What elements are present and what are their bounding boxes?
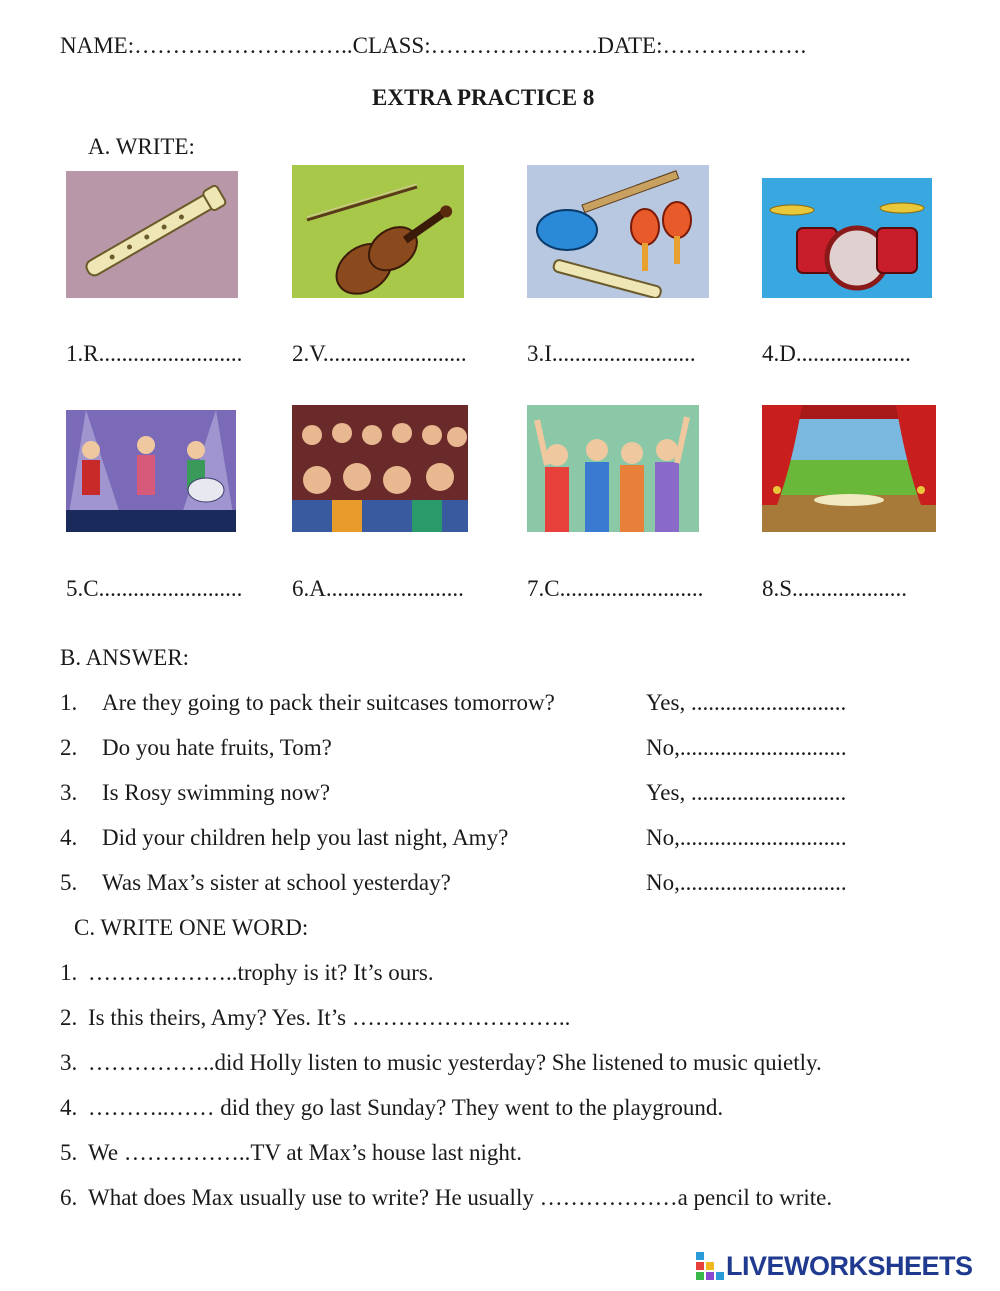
write-item-3[interactable]: 3.I......................... (527, 341, 696, 366)
answer-field[interactable]: Yes, ........................... (646, 780, 847, 805)
fill-sentence[interactable]: What does Max usually use to write? He usually ………………a pencil to write. (88, 1185, 833, 1210)
instruments-picture (527, 165, 709, 298)
write-item-7[interactable]: 7.C......................... (527, 576, 704, 601)
write-item-1[interactable]: 1.R......................... (66, 341, 243, 366)
write-item-2[interactable]: 2.V......................... (292, 341, 467, 366)
write-item-4[interactable]: 4.D.................... (762, 341, 911, 366)
sentence-number: 1. (60, 960, 78, 985)
answer-field[interactable]: Yes, ........................... (646, 690, 847, 715)
question-number: 1. (60, 690, 78, 715)
sentence-number: 4. (60, 1095, 78, 1120)
question-number: 2. (60, 735, 78, 760)
question-text: Did your children help you last night, Amy? (102, 825, 509, 850)
answer-field[interactable]: No,............................. (646, 870, 847, 895)
fill-sentence[interactable]: Is this theirs, Amy? Yes. It’s ……………………….. (88, 1005, 571, 1030)
question-text: Was Max’s sister at school yesterday? (102, 870, 451, 895)
write-item-6[interactable]: 6.A........................ (292, 576, 464, 601)
liveworksheets-logo (696, 1252, 973, 1280)
section-a-heading: A. WRITE: (88, 134, 195, 159)
recorder-picture (66, 171, 238, 298)
sentence-number: 5. (60, 1140, 78, 1165)
section-b-heading: B. ANSWER: (60, 645, 190, 670)
concert-picture (66, 410, 236, 532)
section-c-heading: C. WRITE ONE WORD: (74, 915, 309, 940)
answer-field[interactable]: No,............................. (646, 825, 847, 850)
name-class-date-line[interactable]: NAME:………………………..CLASS:………………….DATE:………………. (60, 33, 807, 58)
sentence-number: 2. (60, 1005, 78, 1030)
drums-picture (762, 178, 932, 298)
sentence-number: 3. (60, 1050, 78, 1075)
question-text: Do you hate fruits, Tom? (102, 735, 332, 760)
worksheet-title: EXTRA PRACTICE 8 (372, 85, 595, 110)
stage-picture (762, 405, 936, 532)
liveworksheets-blocks-icon (696, 1252, 724, 1280)
fill-sentence[interactable]: We ……………..TV at Max’s house last night. (88, 1140, 523, 1165)
question-number: 4. (60, 825, 78, 850)
question-text: Are they going to pack their suitcases tomorrow? (102, 690, 555, 715)
crowd-picture (527, 405, 699, 532)
audience-picture (292, 405, 468, 532)
sentence-number: 6. (60, 1185, 78, 1210)
violin-picture (292, 165, 464, 298)
question-number: 3. (60, 780, 78, 805)
question-text: Is Rosy swimming now? (102, 780, 331, 805)
question-number: 5. (60, 870, 78, 895)
answer-field[interactable]: No,............................. (646, 735, 847, 760)
write-item-8[interactable]: 8.S.................... (762, 576, 908, 601)
fill-sentence[interactable]: ………..…… did they go last Sunday? They went to the playground. (88, 1095, 724, 1120)
fill-sentence[interactable]: ………………..trophy is it? It’s ours. (88, 960, 434, 985)
write-item-5[interactable]: 5.C......................... (66, 576, 243, 601)
logo-text: LIVEWORKSHEETS (726, 1250, 973, 1281)
fill-sentence[interactable]: ……………..did Holly listen to music yesterday? She listened to music quietly. (88, 1050, 822, 1075)
